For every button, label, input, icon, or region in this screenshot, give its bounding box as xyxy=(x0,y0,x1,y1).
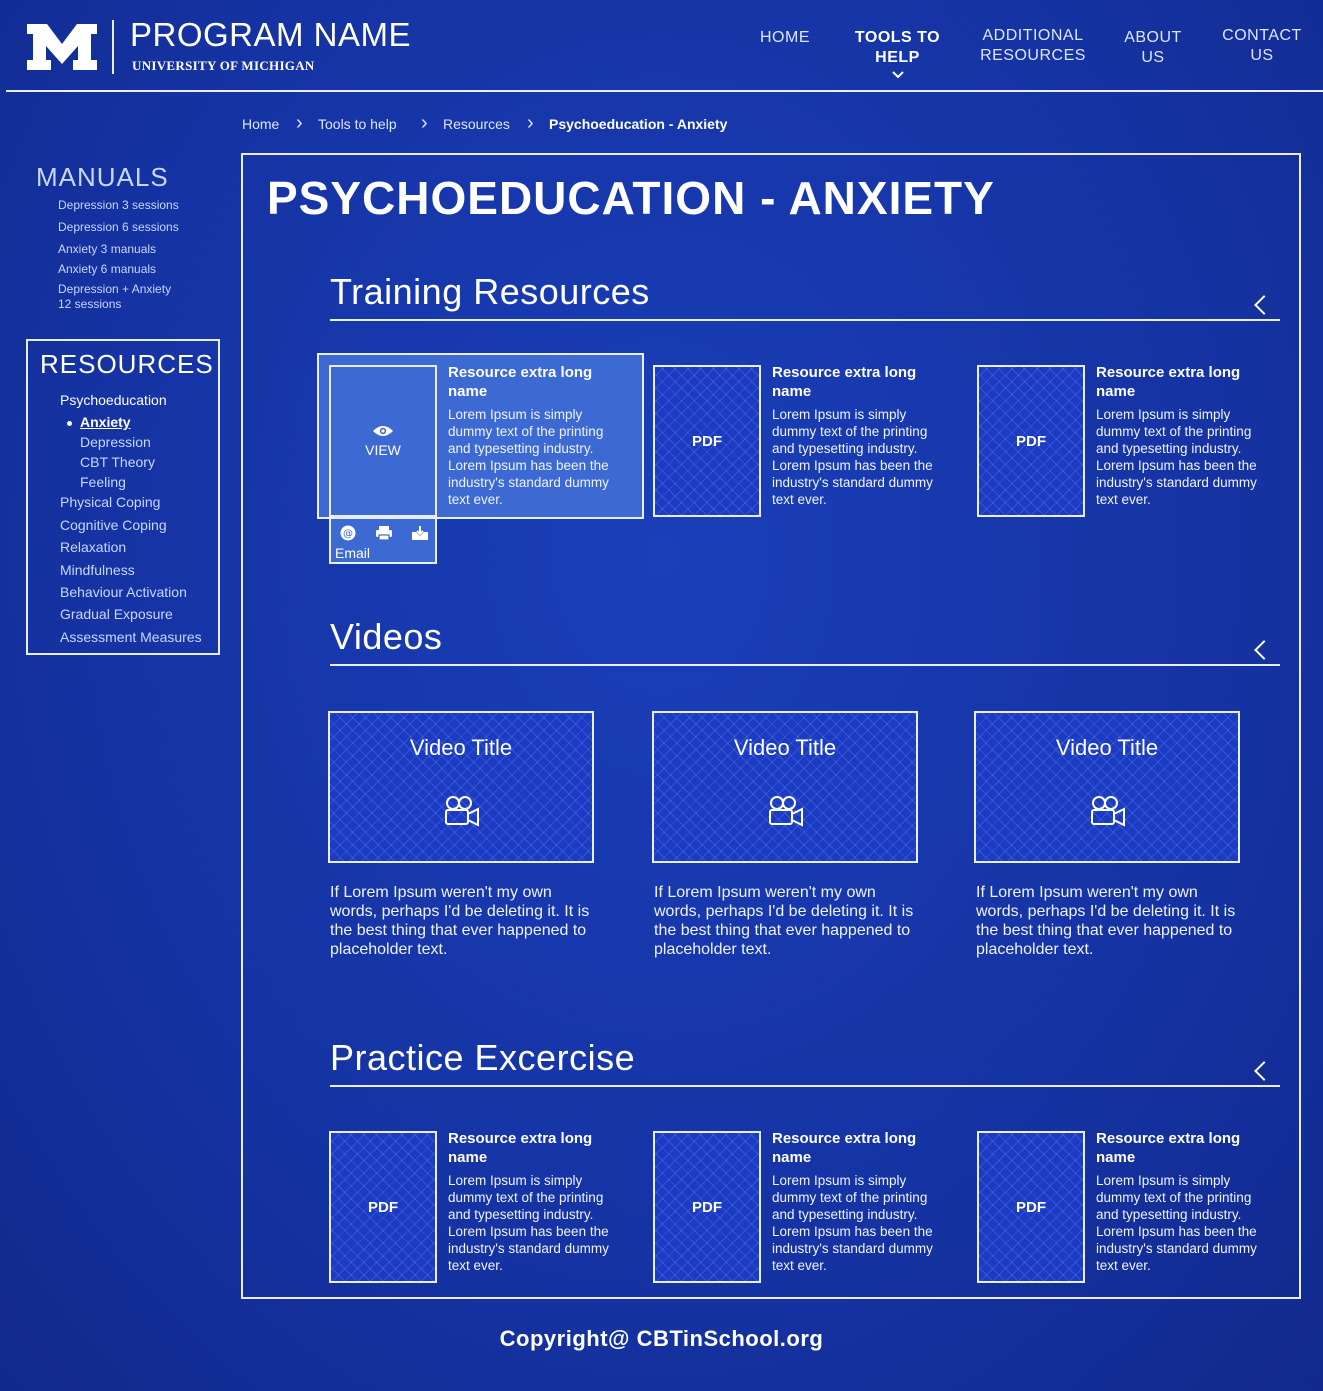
university-logo[interactable] xyxy=(25,22,99,72)
chevron-left-icon[interactable] xyxy=(1254,640,1274,660)
nav-relaxation[interactable]: Relaxation xyxy=(60,539,127,555)
manuals-heading: MANUALS xyxy=(36,162,169,192)
breadcrumb-chevron-icon: › xyxy=(527,112,534,134)
manual-depression-anxiety-line2: 12 sessions xyxy=(58,297,122,311)
pdf-label: PDF xyxy=(692,432,722,450)
video-description: If Lorem Ipsum weren't my own words, perhaps I'd be deleting it. It is the best thing that ever happened to placeholder text. xyxy=(330,884,590,958)
resource-name[interactable]: Resource extra long name xyxy=(772,364,917,400)
nav-physical-coping[interactable]: Physical Coping xyxy=(60,494,161,510)
nav-cbt-theory[interactable]: CBT Theory xyxy=(80,454,155,470)
training-resources-heading: Training Resources xyxy=(330,271,650,312)
program-name[interactable]: PROGRAM NAME xyxy=(130,16,412,53)
resources-heading: RESOURCES xyxy=(40,349,214,379)
email-icon[interactable] xyxy=(339,525,357,541)
header-divider xyxy=(6,90,1323,92)
resource-name[interactable]: Resource extra long name xyxy=(448,364,593,400)
chevron-left-icon[interactable] xyxy=(1254,1061,1274,1081)
nav-contact-us[interactable] xyxy=(1215,26,1309,66)
section-divider xyxy=(330,319,1280,321)
manual-depression-anxiety-line1: Depression + Anxiety xyxy=(58,282,172,296)
nav-about-label-2: US xyxy=(1141,49,1165,66)
nav-behaviour-activation[interactable]: Behaviour Activation xyxy=(60,584,187,600)
breadcrumb-tools[interactable]: Tools to help xyxy=(318,116,397,132)
nav-contact-label-1: CONTACT xyxy=(1222,27,1302,44)
page-title: PSYCHOEDUCATION - ANXIETY xyxy=(267,172,995,224)
svg-text:@: @ xyxy=(343,528,353,540)
nav-assessment-measures[interactable]: Assessment Measures xyxy=(60,629,202,645)
nav-tools-to-help[interactable] xyxy=(850,28,945,80)
pdf-label: PDF xyxy=(1016,432,1046,450)
resource-thumbnail-pdf[interactable] xyxy=(653,365,761,517)
video-description: If Lorem Ipsum weren't my own words, perhaps I'd be deleting it. It is the best thing that ever happened to placeholder text. xyxy=(976,884,1236,958)
nav-tools-label-1: TOOLS TO xyxy=(854,29,941,46)
resource-name[interactable]: Resource extra long name xyxy=(772,1130,917,1166)
print-icon[interactable] xyxy=(375,525,393,541)
resource-name[interactable]: Resource extra long name xyxy=(448,1130,593,1166)
view-label: VIEW xyxy=(365,442,401,458)
header xyxy=(0,0,1323,92)
nav-anxiety[interactable]: Anxiety xyxy=(80,414,131,430)
main-panel xyxy=(241,153,1301,1299)
section-divider xyxy=(330,664,1280,666)
manual-depression-anxiety[interactable] xyxy=(58,282,171,312)
nav-feeling[interactable]: Feeling xyxy=(80,474,126,490)
practice-exercise-heading: Practice Excercise xyxy=(330,1037,636,1078)
video-thumbnail[interactable] xyxy=(328,711,594,863)
resource-name[interactable]: Resource extra long name xyxy=(1096,364,1241,400)
section-divider xyxy=(330,1085,1280,1087)
video-title: Video Title xyxy=(409,735,513,760)
eye-icon xyxy=(372,424,394,438)
resource-description: Lorem Ipsum is simply dummy text of the printing and typesetting industry. Lorem Ipsum has been the industry's standard dummy text ever. xyxy=(448,1173,609,1273)
resource-description: Lorem Ipsum is simply dummy text of the printing and typesetting industry. Lorem Ipsum has been the industry's standard dummy text ever. xyxy=(1096,407,1257,507)
nav-home[interactable] xyxy=(745,28,825,48)
manual-depression-3[interactable]: Depression 3 sessions xyxy=(58,198,179,212)
university-name: UNIVERSITY OF MICHIGAN xyxy=(132,58,315,73)
pdf-label: PDF xyxy=(692,1198,722,1216)
breadcrumb-home[interactable]: Home xyxy=(242,116,280,132)
chevron-down-icon xyxy=(891,70,905,80)
video-camera-icon xyxy=(1090,795,1126,827)
resources-nav xyxy=(26,339,220,655)
video-title: Video Title xyxy=(1055,735,1159,760)
download-icon[interactable] xyxy=(411,525,429,541)
nav-home-label: HOME xyxy=(760,29,810,46)
breadcrumb-chevron-icon: › xyxy=(421,112,428,134)
manual-anxiety-3[interactable]: Anxiety 3 manuals xyxy=(58,242,157,256)
video-title: Video Title xyxy=(733,735,837,760)
video-description: If Lorem Ipsum weren't my own words, perhaps I'd be deleting it. It is the best thing that ever happened to placeholder text. xyxy=(654,884,914,958)
nav-cognitive-coping[interactable]: Cognitive Coping xyxy=(60,517,167,533)
email-label: Email xyxy=(335,545,371,561)
resource-thumbnail-pdf[interactable] xyxy=(977,1131,1085,1283)
nav-about-label-1: ABOUT xyxy=(1124,29,1182,46)
resource-description: Lorem Ipsum is simply dummy text of the printing and typesetting industry. Lorem Ipsum has been the industry's standard dummy text ever. xyxy=(772,407,933,507)
video-camera-icon xyxy=(768,795,804,827)
resource-description: Lorem Ipsum is simply dummy text of the printing and typesetting industry. Lorem Ipsum has been the industry's standard dummy text ever. xyxy=(1096,1173,1257,1273)
active-bullet-icon xyxy=(67,421,72,426)
breadcrumb-resources[interactable]: Resources xyxy=(443,116,510,132)
video-thumbnail[interactable] xyxy=(974,711,1240,863)
video-thumbnail[interactable] xyxy=(652,711,918,863)
resource-name[interactable]: Resource extra long name xyxy=(1096,1130,1241,1166)
nav-additional-label-2: RESOURCES xyxy=(980,47,1086,64)
resource-description: Lorem Ipsum is simply dummy text of the printing and typesetting industry. Lorem Ipsum has been the industry's standard dummy text ever. xyxy=(772,1173,933,1273)
videos-heading: Videos xyxy=(330,616,443,657)
nav-tools-label-2: HELP xyxy=(875,49,920,66)
resource-description: Lorem Ipsum is simply dummy text of the printing and typesetting industry. Lorem Ipsum has been the industry's standard dummy text ever. xyxy=(448,407,609,507)
resource-thumbnail-pdf[interactable] xyxy=(977,365,1085,517)
chevron-left-icon[interactable] xyxy=(1254,295,1274,315)
manual-depression-6[interactable]: Depression 6 sessions xyxy=(58,220,179,234)
nav-gradual-exposure[interactable]: Gradual Exposure xyxy=(60,606,173,622)
logo-divider xyxy=(112,20,114,74)
resource-thumbnail-pdf[interactable] xyxy=(653,1131,761,1283)
pdf-label: PDF xyxy=(368,1198,398,1216)
nav-depression[interactable]: Depression xyxy=(80,434,151,450)
pdf-label: PDF xyxy=(1016,1198,1046,1216)
copyright: Copyright@ CBTinSchool.org xyxy=(499,1326,824,1351)
manual-anxiety-6[interactable]: Anxiety 6 manuals xyxy=(58,262,157,276)
nav-additional-resources[interactable] xyxy=(973,26,1093,66)
resource-thumbnail-view[interactable] xyxy=(329,365,437,517)
video-camera-icon xyxy=(444,795,480,827)
breadcrumb-current: Psychoeducation - Anxiety xyxy=(549,116,728,132)
resource-action-tray xyxy=(329,517,437,564)
breadcrumb-chevron-icon: › xyxy=(296,112,303,134)
nav-additional-label-1: ADDITIONAL xyxy=(982,27,1084,44)
resource-thumbnail-pdf[interactable] xyxy=(329,1131,437,1283)
nav-mindfulness[interactable]: Mindfulness xyxy=(60,562,135,578)
nav-psychoeducation[interactable]: Psychoeducation xyxy=(60,392,167,408)
nav-about-us[interactable] xyxy=(1113,28,1193,68)
nav-contact-label-2: US xyxy=(1250,47,1274,64)
